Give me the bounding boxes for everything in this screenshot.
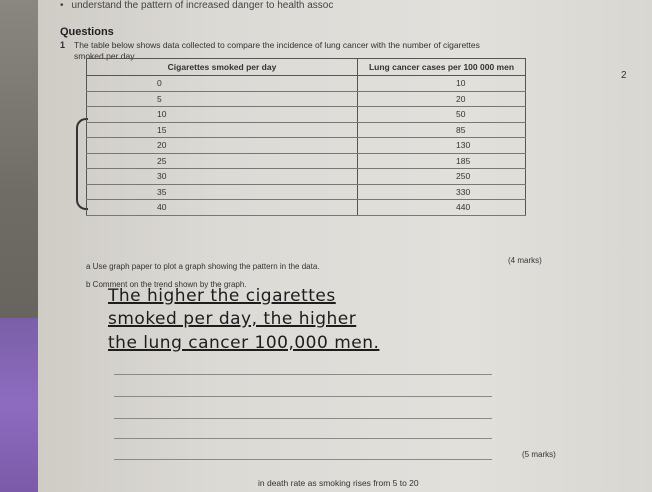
cell-cigarettes: 30 xyxy=(87,169,358,185)
answer-line xyxy=(114,459,492,460)
table-row xyxy=(87,122,526,138)
header-bullet-text: understand the pattern of increased danger to health assoc xyxy=(71,0,334,11)
table-header-row xyxy=(87,59,526,76)
cell-cases: 50 xyxy=(358,107,526,123)
cell-cigarettes: 35 xyxy=(87,184,358,200)
part-a-text: a Use graph paper to plot a graph showing the pattern in the data. xyxy=(86,262,320,271)
answer-line xyxy=(114,374,492,375)
question-intro: The table below shows data collected to compare the incidence of lung cancer with the number of cigarettes smoked per day. xyxy=(74,40,480,61)
table-row xyxy=(87,200,526,216)
header-bullet xyxy=(60,0,333,11)
cell-cases: 130 xyxy=(358,138,526,154)
part-b-marks: (5 marks) xyxy=(522,450,556,459)
cell-cases: 20 xyxy=(358,91,526,107)
side-number: 2 xyxy=(621,70,627,81)
handwritten-answer-line-3: the lung cancer 100,000 men. xyxy=(108,333,380,353)
answer-line xyxy=(114,396,492,397)
handwritten-answer-line-2: smoked per day, the higher xyxy=(108,309,357,329)
cell-cigarettes: 5 xyxy=(87,91,358,107)
bullet-icon: • xyxy=(60,0,64,11)
footer-text: in death rate as smoking rises from 5 to 20 xyxy=(258,478,419,488)
purple-cloth xyxy=(0,318,40,492)
section-title: Questions xyxy=(60,26,114,38)
answer-line xyxy=(114,418,492,419)
cell-cigarettes: 40 xyxy=(87,200,358,216)
table-row xyxy=(87,153,526,169)
cell-cigarettes: 20 xyxy=(87,138,358,154)
cell-cases: 10 xyxy=(358,76,526,92)
cell-cases: 330 xyxy=(358,184,526,200)
cell-cases: 185 xyxy=(358,153,526,169)
cell-cigarettes: 25 xyxy=(87,153,358,169)
part-a-marks: (4 marks) xyxy=(508,256,542,265)
handwritten-answer-line-1: The higher the cigarettes xyxy=(108,286,336,306)
part-b-text: b Comment on the trend shown by the graph. xyxy=(86,280,247,289)
answer-line xyxy=(114,438,492,439)
question-number: 1 xyxy=(60,40,66,50)
table-row xyxy=(87,184,526,200)
table-row xyxy=(87,91,526,107)
column-header-cigarettes: Cigarettes smoked per day xyxy=(87,59,358,76)
cell-cigarettes: 0 xyxy=(87,76,358,92)
cell-cigarettes: 10 xyxy=(87,107,358,123)
cell-cases: 85 xyxy=(358,122,526,138)
cell-cases: 440 xyxy=(358,200,526,216)
table-row xyxy=(87,76,526,92)
column-header-cases: Lung cancer cases per 100 000 men xyxy=(358,59,526,76)
cell-cigarettes: 15 xyxy=(87,122,358,138)
table-row xyxy=(87,169,526,185)
data-table xyxy=(86,58,526,216)
worksheet-page xyxy=(38,0,652,492)
cell-cases: 250 xyxy=(358,169,526,185)
table-row xyxy=(87,138,526,154)
table-row xyxy=(87,107,526,123)
